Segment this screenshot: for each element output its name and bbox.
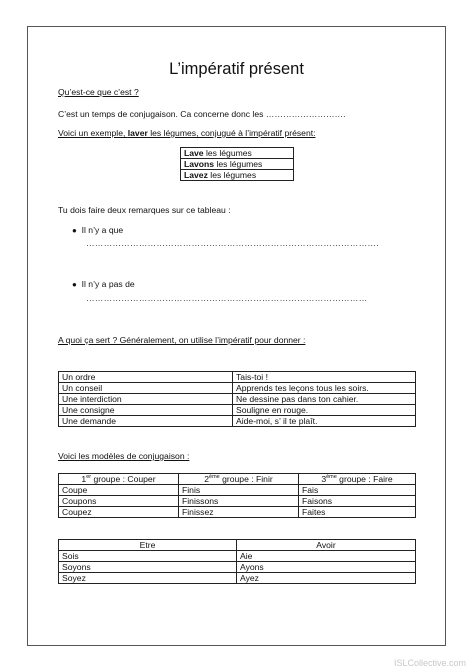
table-cell: Soyons	[59, 562, 237, 573]
table-cell: Faisons	[299, 496, 416, 507]
remarks-intro: Tu dois faire deux remarques sur ce tableau :	[58, 205, 231, 215]
example-intro	[58, 128, 316, 139]
auxiliary-table	[58, 539, 416, 584]
table-cell: Apprends tes leçons tous les soirs.	[233, 383, 416, 394]
table-cell: Une demande	[59, 416, 233, 427]
table-cell: Sois	[59, 551, 237, 562]
worksheet-page	[27, 26, 446, 646]
remark-item-1: ● Il n’y a que	[72, 225, 124, 235]
table-cell: Une interdiction	[59, 394, 233, 405]
header-group-1: 1er groupe : Couper	[59, 474, 179, 485]
usage-heading: A quoi ça sert ? Généralement, on utilise l’impératif pour donner :	[58, 335, 306, 345]
table-cell: Lavons les légumes	[181, 159, 294, 170]
table-row	[59, 405, 416, 416]
header-group-3: 3ème groupe : Faire	[299, 474, 416, 485]
table-cell: Coupe	[59, 485, 179, 496]
table-header-row	[59, 540, 416, 551]
table-row	[59, 551, 416, 562]
table-cell: Aide-moi, s’ il te plaît.	[233, 416, 416, 427]
answer-dots-2: ……………………………………………………………………………………	[86, 293, 368, 303]
table-row	[59, 507, 416, 518]
example-intro-after: les légumes, conjugué à l’impératif présent:	[147, 128, 316, 138]
table-cell: Un conseil	[59, 383, 233, 394]
table-cell: Coupons	[59, 496, 179, 507]
table-cell: Ayez	[237, 573, 416, 584]
header-avoir: Avoir	[237, 540, 416, 551]
table-row	[181, 159, 294, 170]
table-row	[59, 372, 416, 383]
table-cell: Coupez	[59, 507, 179, 518]
header-etre: Etre	[59, 540, 237, 551]
table-cell: Ne dessine pas dans ton cahier.	[233, 394, 416, 405]
models-table	[58, 473, 416, 518]
bullet-icon: ●	[72, 226, 77, 235]
table-cell: Faites	[299, 507, 416, 518]
definition-line: C’est un temps de conjugaison. Ca concerne donc les ……………………….	[58, 109, 346, 119]
table-cell: Lave les légumes	[181, 148, 294, 159]
table-row	[59, 562, 416, 573]
models-heading: Voici les modèles de conjugaison :	[58, 451, 190, 461]
table-cell: Fais	[299, 485, 416, 496]
answer-dots-1: ……………………………………………………………………………………….	[86, 238, 379, 248]
table-row	[59, 394, 416, 405]
watermark: ISLCollective.com	[393, 658, 466, 668]
section-heading-what: Qu’est-ce que c’est ?	[58, 87, 139, 97]
header-group-2: 2ème groupe : Finir	[179, 474, 299, 485]
table-cell: Souligne en rouge.	[233, 405, 416, 416]
table-cell: Une consigne	[59, 405, 233, 416]
bullet-icon: ●	[72, 280, 77, 289]
table-row	[59, 416, 416, 427]
table-row	[59, 485, 416, 496]
table-cell: Finis	[179, 485, 299, 496]
table-cell: Ayons	[237, 562, 416, 573]
table-cell: Finissez	[179, 507, 299, 518]
table-row	[59, 496, 416, 507]
page-title: L’impératif présent	[169, 60, 304, 78]
table-cell: Soyez	[59, 573, 237, 584]
example-conjugation-table	[180, 147, 294, 181]
table-row	[181, 148, 294, 159]
table-row	[59, 573, 416, 584]
remark-item-2: ● Il n’y a pas de	[72, 279, 135, 289]
table-row	[59, 383, 416, 394]
table-cell: Aie	[237, 551, 416, 562]
example-verb: laver	[127, 128, 148, 138]
example-intro-before: Voici un exemple,	[58, 128, 128, 138]
table-cell: Lavez les légumes	[181, 170, 294, 181]
table-header-row	[59, 474, 416, 485]
table-cell: Tais-toi !	[233, 372, 416, 383]
table-cell: Un ordre	[59, 372, 233, 383]
usage-table	[58, 371, 416, 427]
table-cell: Finissons	[179, 496, 299, 507]
table-row	[181, 170, 294, 181]
